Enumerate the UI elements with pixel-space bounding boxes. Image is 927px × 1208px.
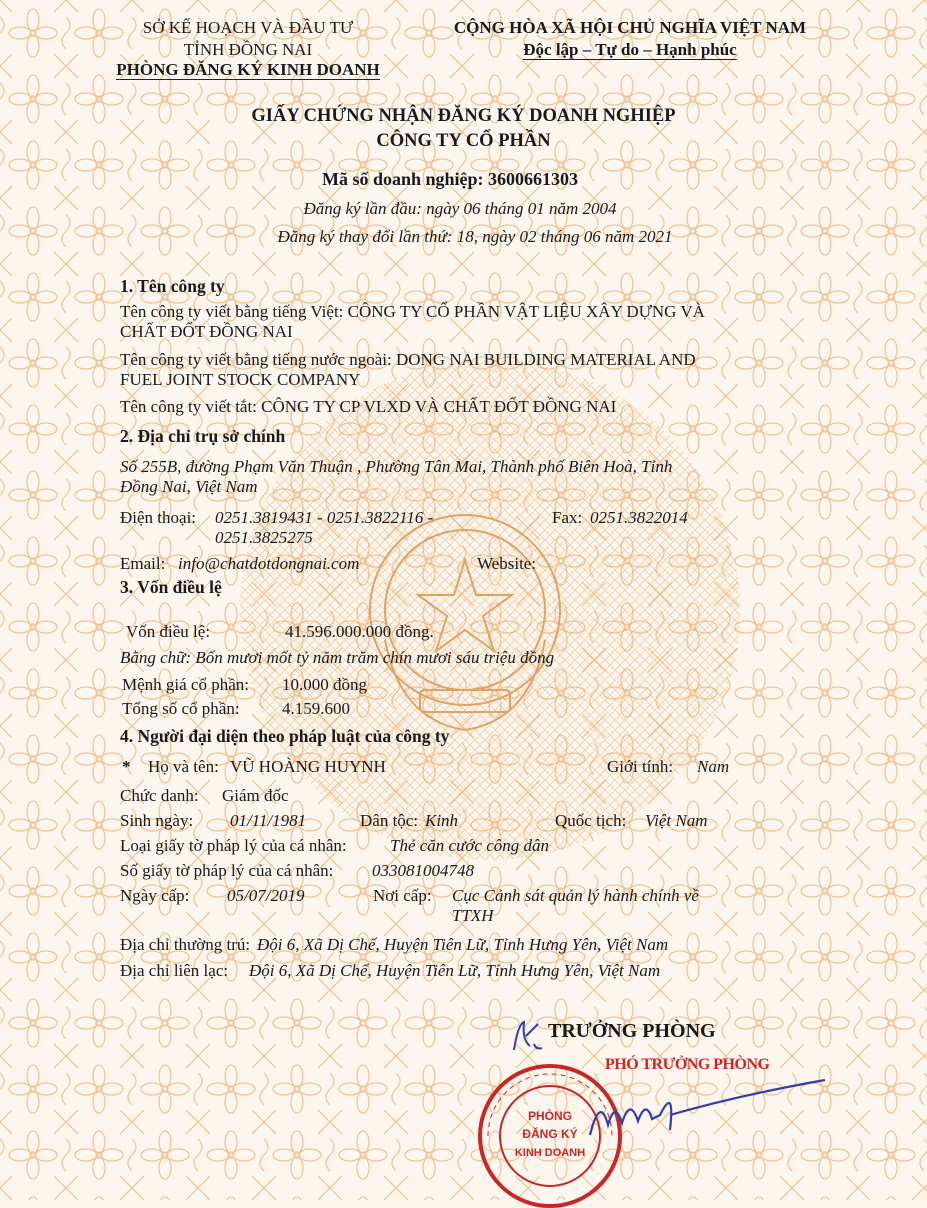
nationality-value: Việt Nam [645,811,708,830]
email-label: Email: [120,554,166,573]
id-type-label: Loại giấy tờ pháp lý của cá nhân: [120,836,347,855]
capital-value: 41.596.000.000 đồng. [285,622,434,641]
section4-heading: 4. Người đại diện theo pháp luật của công ty [120,726,450,746]
svg-text:PHÒNG: PHÒNG [527,1109,573,1123]
signature-initial-mark [508,1016,548,1056]
issuing-office-label: PHÒNG ĐĂNG KÝ KINH DOANH [116,60,380,79]
id-number-label: Số giấy tờ pháp lý của cá nhân: [120,861,334,880]
total-shares-value: 4.159.600 [282,699,350,718]
email-value: info@chatdotdongnai.com [178,554,360,573]
issue-date-label: Ngày cấp: [120,886,190,905]
website-label: Website: [477,554,537,573]
ethnicity-value: Kinh [425,811,459,830]
address-line2: Đồng Nai, Việt Nam [120,477,258,496]
national-motto-text: Độc lập – Tự do – Hạnh phúc [523,40,737,59]
nationality-label: Quốc tịch: [555,811,627,830]
handwritten-signature [560,1075,830,1155]
document-title: GIẤY CHỨNG NHẬN ĐĂNG KÝ DOANH NGHIỆP [251,106,676,126]
fax-label: Fax: [552,508,583,527]
national-motto [430,40,830,60]
dob-label: Sinh ngày: [120,811,194,830]
company-name-vn-line1: Tên công ty viết bằng tiếng Việt: CÔNG TY CỔ PHẦN VẬT LIỆU XÂY DỰNG VÀ [120,302,705,321]
par-value: 10.000 đồng [282,675,367,694]
issue-place-label: Nơi cấp: [373,886,432,905]
address-line1: Số 255B, đường Phạm Văn Thuận , Phường Tân Mai, Thành phố Biên Hoà, Tỉnh [120,457,673,476]
enterprise-code: Mã số doanh nghiệp: 3600661303 [321,169,579,189]
change-registration: Đăng ký thay đổi lần thứ: 18, ngày 02 tháng 06 năm 2021 [277,227,673,246]
permanent-address-value: Đội 6, Xã Dị Chế, Huyện Tiên Lữ, Tỉnh Hưng Yên, Việt Nam [257,935,669,954]
gender-label: Giới tính: [607,757,674,776]
bullet-marker: * [122,757,131,776]
position-label: Chức danh: [120,786,199,805]
rep-name-value: VŨ HOÀNG HUYNH [230,757,386,776]
issue-date-value: 05/07/2019 [227,886,305,905]
company-name-foreign-line2: FUEL JOINT STOCK COMPANY [120,370,361,389]
company-type: CÔNG TY CỔ PHẦN [376,131,551,151]
total-shares-label: Tổng số cổ phần: [122,699,240,718]
first-registration: Đăng ký lần đầu: ngày 06 tháng 01 năm 2004 [303,199,617,218]
capital-label: Vốn điều lệ: [126,622,211,641]
department-name: SỞ KẾ HOẠCH VÀ ĐẦU TƯ [142,18,354,37]
position-value: Giám đốc [222,786,289,805]
phone-value-line1: 0251.3819431 - 0251.3822116 - [215,508,434,527]
fax-value: 0251.3822014 [590,508,688,527]
contact-address-value: Đội 6, Xã Dị Chế, Huyện Tiên Lữ, Tỉnh Hưng Yên, Việt Nam [249,961,661,980]
section1-heading: 1. Tên công ty [120,276,225,296]
country-name: CỘNG HÒA XÃ HỘI CHỦ NGHĨA VIỆT NAM [453,18,807,37]
issuing-office [108,60,388,80]
company-short-name: Tên công ty viết tắt: CÔNG TY CP VLXD VÀ CHẤT ĐỐT ĐỒNG NAI [120,397,617,416]
rep-name-label: Họ và tên: [148,757,219,776]
phone-value-line2: 0251.3825275 [215,528,313,547]
deputy-head-stamp: PHÓ TRƯỞNG PHÒNG [605,1056,770,1073]
id-number-value: 033081004748 [372,861,474,880]
dob-value: 01/11/1981 [230,811,307,830]
svg-text:ĐĂNG KÝ: ĐĂNG KÝ [522,1127,578,1141]
capital-in-words: Bằng chữ: Bốn mươi mốt tỷ năm trăm chín mươi sáu triệu đồng [120,648,555,667]
signatory-position: TRƯỞNG PHÒNG [548,1020,716,1042]
issue-place-line2: TTXH [452,906,494,925]
contact-address-label: Địa chỉ liên lạc: [120,961,229,980]
id-type-value: Thẻ căn cước công dân [390,836,550,855]
section2-heading: 2. Địa chỉ trụ sở chính [120,426,286,446]
company-name-foreign-line1: Tên công ty viết bằng tiếng nước ngoài: DONG NAI BUILDING MATERIAL AND [120,350,696,369]
province-name: TỈNH ĐỒNG NAI [183,40,313,59]
ethnicity-label: Dân tộc: [360,811,419,830]
company-name-vn-line2: CHẤT ĐỐT ĐỒNG NAI [120,322,293,341]
gender-value: Nam [697,757,730,776]
par-value-label: Mệnh giá cổ phần: [122,675,249,694]
section3-heading: 3. Vốn điều lệ [120,577,222,597]
issue-place-line1: Cục Cảnh sát quản lý hành chính về [452,886,699,905]
phone-label: Điện thoại: [120,508,197,527]
svg-text:KINH DOANH: KINH DOANH [514,1147,586,1159]
permanent-address-label: Địa chỉ thường trú: [120,935,251,954]
